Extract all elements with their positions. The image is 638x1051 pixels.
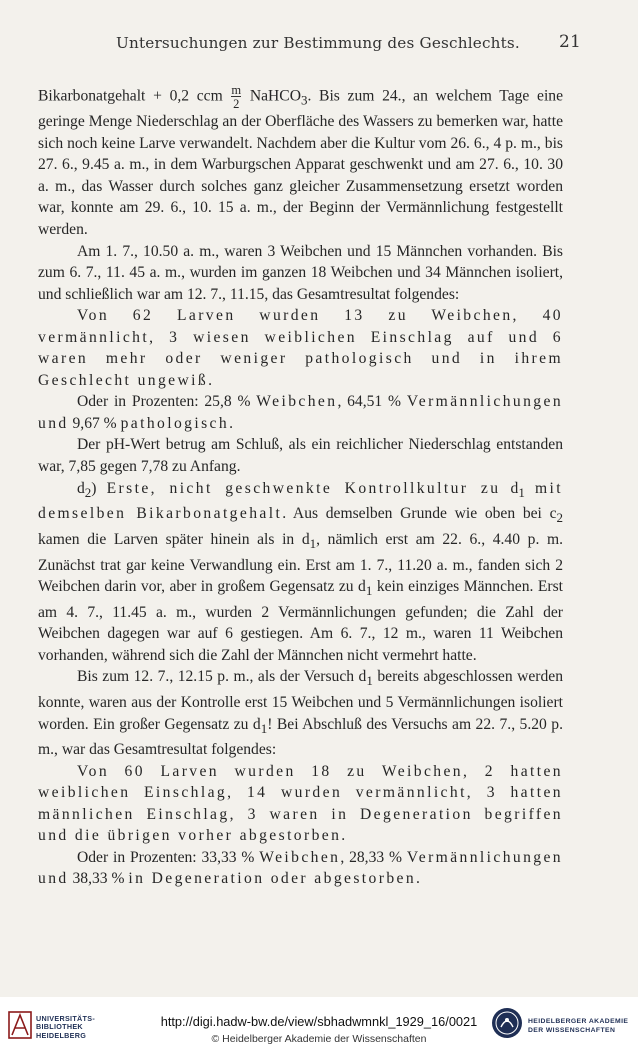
source-url-link[interactable]: http://digi.hadw-bw.de/view/sbhadwmnkl_1929_16/0021	[160, 1014, 478, 1029]
body-text	[38, 84, 563, 890]
fraction-m-over-2: $\frac{m}{2}$	[231, 83, 242, 111]
paragraph-9: Oder in Prozenten: 33,33 % Weibchen, 28,33 % Vermännlichungen und 38,33 % in Degeneration oder abgestorben.	[38, 848, 563, 888]
academy-name: HEIDELBERGER AKADEMIE DER WISSENSCHAFTEN	[528, 1018, 629, 1034]
paragraph-1: Bikarbonatgehalt + 0,2 ccm $\frac{m}{2}$ NaHCO$_3$. Bis zum 24., an welchem Tage eine geringe Menge Niederschlag an der Oberfläche des Wassers zu bemerken war, hatte sich noch keine Larve verwandelt. Nachdem aber die Kultur vom 26. 6., 4 p. m., bis 27. 6., 9.45 a. m., in dem Warburgschen Apparat geschwenkt und am 27. 6., 10. 30 a. m., das Wasser durch solches ganz gleicher Zusammensetzung ersetzt worden war, konnte am 29. 6., 10. 15 a. m., der Beginn der Vermännlichung festgestellt werden.	[38, 83, 563, 238]
paragraph-2: Am 1. 7., 10.50 a. m., waren 3 Weibchen und 15 Männchen vorhanden. Bis zum 6. 7., 11. 45 a. m., wurden im ganzen 18 Weibchen und 34 Männchen isoliert, und schließlich war am 12. 7., 11.15, das Gesamtresultat folgendes:	[38, 242, 563, 303]
paragraph-3: Von 62 Larven wurden 13 zu Weibchen, 40 vermännlicht, 3 wiesen weiblichen Einschlag auf und 6 waren mehr oder weniger pathologisch und in ihrem Geschlecht ungewiß.	[38, 307, 563, 389]
header-title: Untersuchungen zur Bestimmung des Geschlechts.	[116, 34, 520, 52]
paragraph-7: Bis zum 12. 7., 12.15 p. m., als der Versuch $d_1$ bereits abgeschlossen werden konnte, waren aus der Kontrolle erst 15 Weibchen und 5 Vermännlichungen isoliert worden. Ein großer Gegensatz zu $d_1$! Bei Abschluß des Versuchs am 22. 7., 5.20 p. m., war das Gesamtresultat folgendes:	[38, 668, 564, 759]
copyright-notice: © Heidelberger Akademie der Wissenschaften	[211, 1033, 427, 1045]
footer-bar	[0, 997, 638, 1051]
page-number: 21	[558, 32, 581, 52]
library-name: UNIVERSITÄTS- BIBLIOTHEK HEIDELBERG	[36, 1014, 96, 1040]
paragraph-8: Von 60 Larven wurden 18 zu Weibchen, 2 hatten weiblichen Einschlag, 14 wurden vermännlicht, 3 hatten männlichen Einschlag, 3 waren in Degeneration begriffen und die übrigen vorher abgestorben.	[38, 762, 563, 845]
paragraph-5: Der pH-Wert betrug am Schluß, als ein reichlicher Niederschlag entstanden war, 7,85 gegen 7,78 zu Anfang.	[38, 436, 563, 475]
academy-seal-icon	[491, 1007, 523, 1039]
paragraph-4: Oder in Prozenten: 25,8 % Weibchen, 64,51 % Vermännlichungen und 9,67 % pathologisch.	[38, 393, 564, 432]
paragraph-6: $d_2$) Erste, nicht geschwenkte Kontrollkultur zu $d_1$ mit demselben Bikarbonatgehalt. Aus demselben Grunde wie oben bei $c_2$ kamen die Larven später hinein als in $d_1$, nämlich erst am 22. 6., 4.40 p. m. Zunächst trat gar keine Verwandlung ein. Erst am 1. 7., 11.20 a. m., fanden sich 2 Weibchen darin vor, aber in großem Gegensatz zu $d_1$ kein einziges Männchen. Erst am 4. 7., 11.45 a. m., wurden 2 Vermännlichungen gefunden; die Zahl der Weibchen dagegen war auf 6 gestiegen. Am 6. 7., 12 m., waren 11 Weibchen vorhanden, während sich die Zahl der Männchen nicht vermehrt hatte.	[38, 479, 564, 664]
